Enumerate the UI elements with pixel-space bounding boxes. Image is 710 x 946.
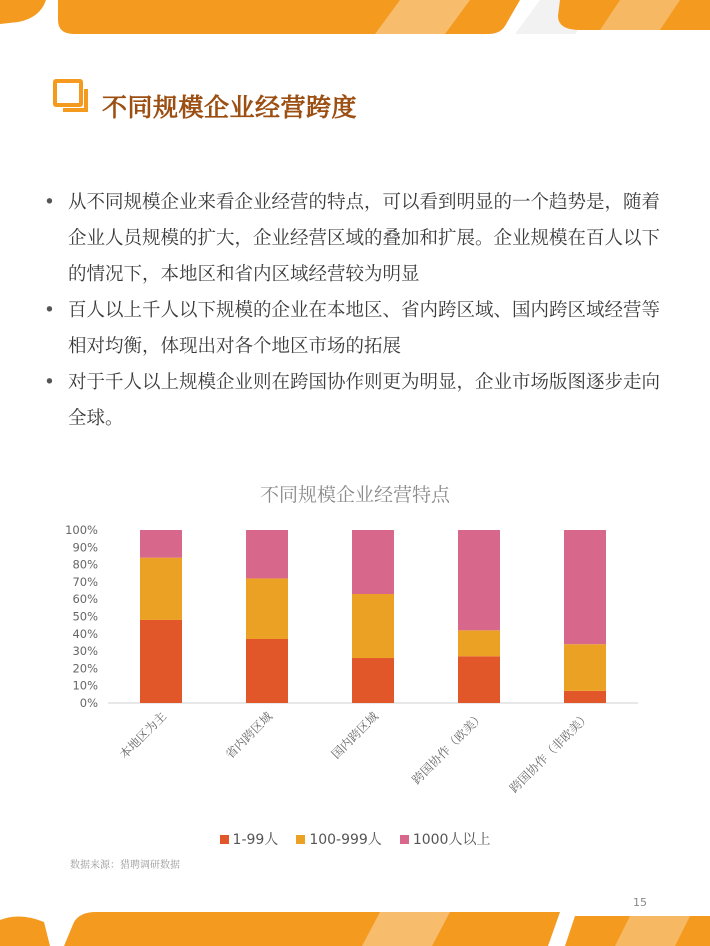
y-tick-label: 50% bbox=[72, 609, 98, 624]
bar-segment bbox=[140, 558, 182, 620]
y-tick-label: 90% bbox=[72, 540, 98, 555]
legend-label: 1000人以上 bbox=[412, 832, 491, 848]
y-tick-label: 70% bbox=[72, 574, 98, 589]
legend-label: 100-999人 bbox=[309, 832, 382, 848]
bar-segment bbox=[246, 639, 288, 703]
legend-swatch bbox=[400, 835, 409, 844]
stacked-bar-chart bbox=[0, 510, 710, 825]
legend-swatch bbox=[296, 835, 305, 844]
page-number: 15 bbox=[633, 896, 647, 909]
bar-segment bbox=[564, 691, 606, 703]
bar-segment bbox=[458, 630, 500, 656]
bullet-item bbox=[42, 365, 672, 437]
square-bracket-icon bbox=[52, 78, 92, 118]
x-category-label: 国内跨区域 bbox=[328, 709, 382, 762]
y-tick-label: 20% bbox=[72, 661, 98, 676]
y-tick-label: 60% bbox=[72, 592, 98, 607]
bullet-item bbox=[42, 185, 672, 293]
legend-item bbox=[400, 829, 491, 849]
bar-segment bbox=[246, 578, 288, 639]
y-tick-label: 40% bbox=[72, 626, 98, 641]
legend-label: 1-99人 bbox=[232, 832, 279, 848]
y-tick-label: 30% bbox=[72, 644, 98, 659]
bar-segment bbox=[458, 530, 500, 630]
data-source: 数据来源：猎聘调研数据 bbox=[70, 860, 180, 871]
chart-legend bbox=[0, 829, 710, 849]
bar-segment bbox=[352, 594, 394, 658]
bullet-icon: • bbox=[44, 372, 55, 393]
y-tick-label: 0% bbox=[79, 696, 98, 710]
bar-segment bbox=[352, 658, 394, 703]
bullet-list bbox=[42, 185, 672, 437]
bullet-icon: • bbox=[44, 300, 55, 321]
top-decoration bbox=[0, 0, 710, 40]
legend-item bbox=[220, 829, 279, 849]
y-tick-label: 10% bbox=[72, 678, 98, 693]
bullet-text: 对于千人以上规模企业则在跨国协作则更为明显，企业市场版图逐步走向全球。 bbox=[68, 372, 661, 429]
legend-swatch bbox=[220, 835, 229, 844]
chart-title: 不同规模企业经营特点 bbox=[259, 484, 450, 506]
y-tick-label: 80% bbox=[72, 557, 98, 572]
bullet-item bbox=[42, 293, 672, 365]
bottom-decoration bbox=[0, 906, 710, 946]
bar-segment bbox=[140, 530, 182, 558]
page-title: 不同规模企业经营跨度 bbox=[102, 93, 358, 122]
bullet-text: 从不同规模企业来看企业经营的特点，可以看到明显的一个趋势是，随着企业人员规模的扩大，企业经营区域的叠加和扩展。企业规模在百人以下的情况下，本地区和省内区域经营较为明显 bbox=[68, 192, 661, 285]
x-category-label: 跨国协作（欧美） bbox=[409, 709, 488, 788]
legend-item bbox=[296, 829, 382, 849]
bar-segment bbox=[246, 530, 288, 578]
bar-segment bbox=[564, 530, 606, 644]
x-category-label: 本地区为主 bbox=[116, 709, 170, 762]
bar-segment bbox=[352, 530, 394, 594]
x-category-label: 省内跨区域 bbox=[222, 709, 276, 762]
bullet-text: 百人以上千人以下规模的企业在本地区、省内跨区域、国内跨区域经营等相对均衡，体现出对各个地区市场的拓展 bbox=[68, 300, 661, 357]
x-category-label: 跨国协作（非欧美） bbox=[506, 709, 594, 796]
bullet-icon: • bbox=[44, 192, 55, 213]
bar-segment bbox=[458, 656, 500, 703]
bar-segment bbox=[564, 644, 606, 691]
bar-segment bbox=[140, 620, 182, 703]
y-tick-label: 100% bbox=[65, 523, 98, 537]
